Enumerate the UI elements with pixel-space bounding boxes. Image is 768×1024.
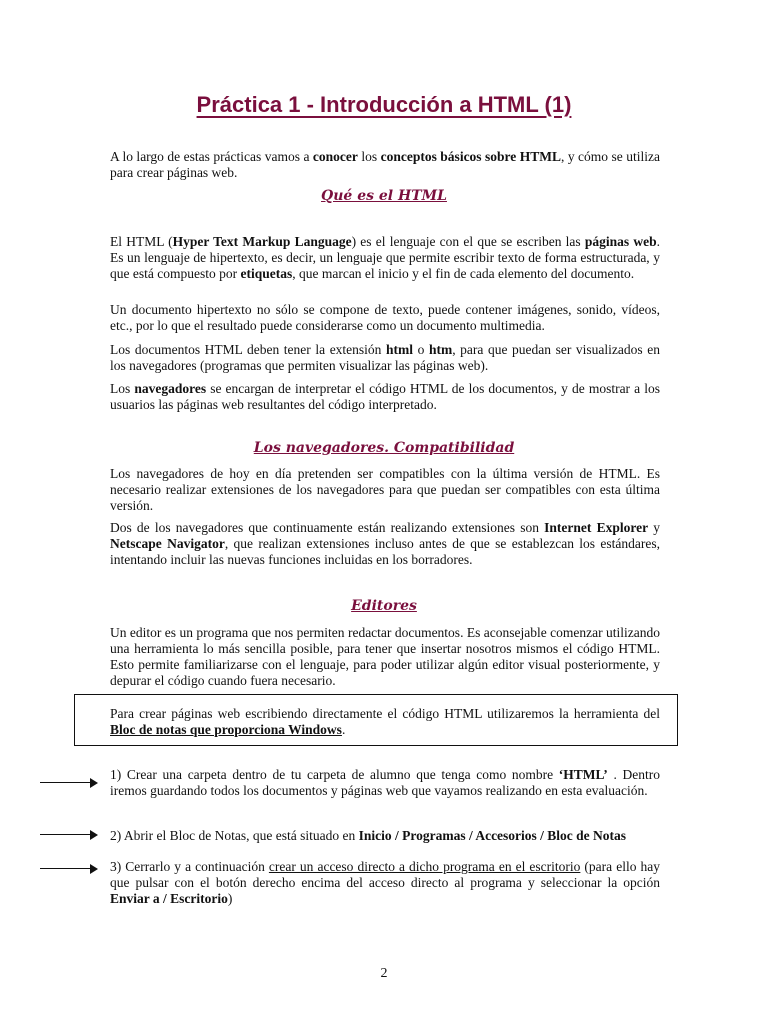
page-number: 2 <box>380 966 388 981</box>
paragraph-browser-extensions: Dos de los navegadores que continuamente están realizando extensiones son Internet Explorer y Netscape Navigator, que realizan extensiones incluso antes de que se establezcan los estándares, intentando incluir las nuevas funciones incluidas en los borradores. <box>110 520 661 567</box>
paragraph-editors: Un editor es un programa que nos permiten redactar documentos. Es aconsejable comenzar utilizando una herramienta lo más sencilla posible, para tener que insertar nosotros mismos el código HTML. Esto permite familiarizarse con el lenguaje, para poder utilizar algún editor visual posteriormente, y depurar el código cuando fuera necesario. <box>110 625 660 688</box>
section-heading-editores: Editores <box>351 598 417 614</box>
note-box-text: Para crear páginas web escribiendo directamente el código HTML utilizaremos la herramienta del Bloc de notas que proporciona Windows. <box>110 706 660 737</box>
intro-paragraph: A lo largo de estas prácticas vamos a conocer los conceptos básicos sobre HTML, y cómo se utiliza para crear páginas web. <box>110 149 660 180</box>
paragraph-extension: Los documentos HTML deben tener la extensión html o htm, para que puedan ser visualizados en los navegadores (programas que permiten visualizar las páginas web). <box>110 342 660 373</box>
paragraph-browsers-role: Los navegadores se encargan de interpretar el código HTML de los documentos, y de mostrar a los usuarios las páginas web resultantes del código interpretado. <box>110 381 660 412</box>
paragraph-hypertext: Un documento hipertexto no sólo se compone de texto, puede contener imágenes, sonido, vídeos, etc., por lo que el resultado puede considerarse como un documento multimedia. <box>110 302 660 333</box>
arrow-right-icon <box>40 830 98 840</box>
step-3: 3) Cerrarlo y a continuación crear un acceso directo a dicho programa en el escritorio (para ello hay que pulsar con el botón derecho encima del acceso directo al programa y seleccionar la opción Enviar a / Escritorio) <box>110 859 660 906</box>
step-1: 1) Crear una carpeta dentro de tu carpeta de alumno que tenga como nombre ‘HTML’ . Dentro iremos guardando todos los documentos y páginas web que vayamos realizando en esta evaluación. <box>110 767 660 798</box>
paragraph-html-definition: El HTML (Hyper Text Markup Language) es el lenguaje con el que se escriben las páginas web. Es un lenguaje de hipertexto, es decir, un lenguaje que permite escribir texto de forma estructurada, y que está compuesto por etiquetas, que marcan el inicio y el fin de cada elemento del documento. <box>110 234 660 281</box>
arrow-right-icon <box>40 864 98 874</box>
step-2: 2) Abrir el Bloc de Notas, que está situado en Inicio / Programas / Accesorios / Bloc de Notas <box>110 828 627 843</box>
section-heading-navegadores: Los navegadores. Compatibilidad <box>253 440 515 456</box>
paragraph-compatibility: Los navegadores de hoy en día pretenden ser compatibles con la última versión de HTML. Es necesario realizar extensiones de los navegadores para que puedan ser compatibles con esta última versión. <box>110 466 660 513</box>
page-title: Práctica 1 - Introducción a HTML (1) <box>196 92 572 117</box>
section-heading-que-es: Qué es el HTML <box>321 188 447 204</box>
arrow-right-icon <box>40 778 98 788</box>
